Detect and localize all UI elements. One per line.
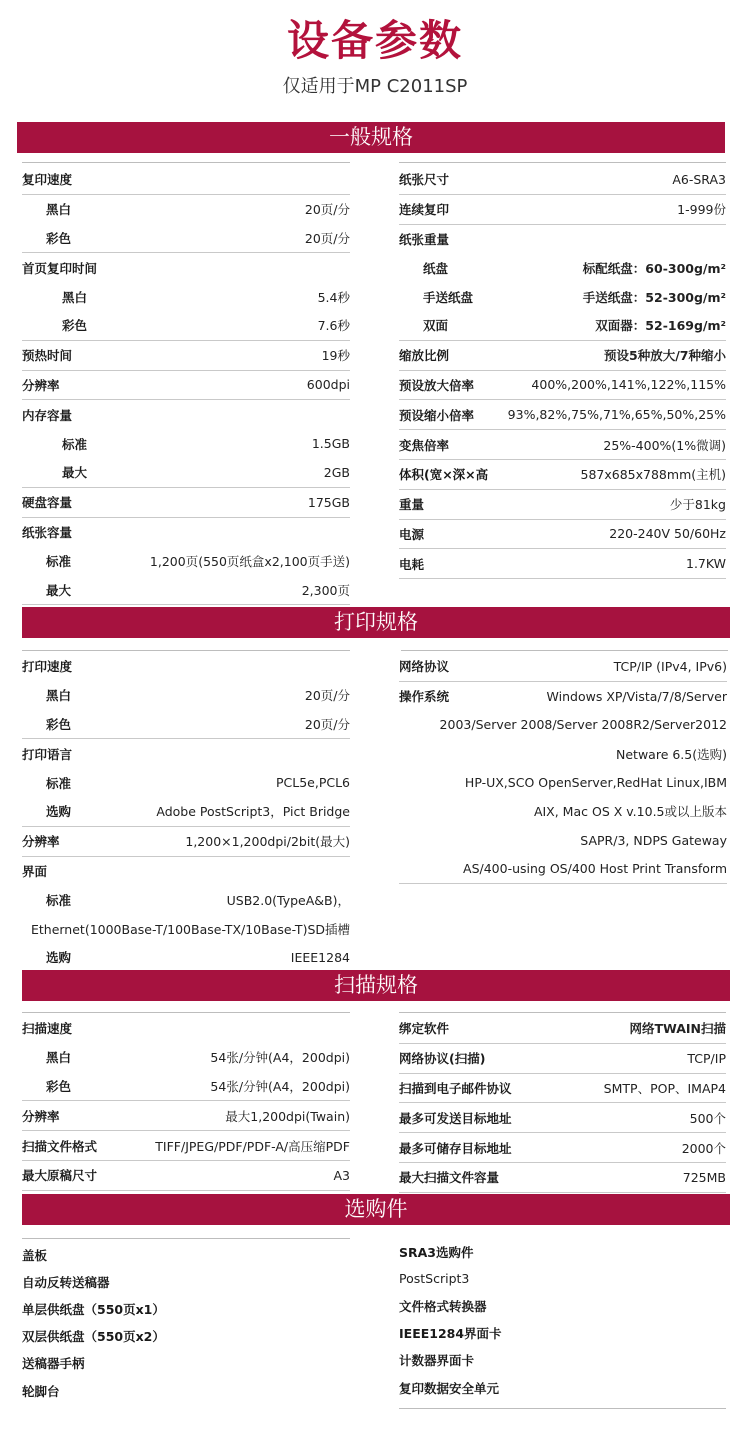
spec-row: [399, 195, 726, 225]
spec-row: [22, 857, 350, 886]
spec-value: 2,300页: [301, 582, 350, 598]
spec-value: 500个: [689, 1110, 726, 1126]
spec-value: TCP/IP: [687, 1050, 726, 1066]
spec-value: TCP/IP (IPv4, IPv6): [613, 658, 727, 674]
spec-row: [22, 282, 350, 311]
spec-row: [399, 341, 726, 371]
spec-label: 标准: [46, 775, 72, 791]
spec-value: 预设5种放大/7种缩小: [604, 348, 726, 364]
spec-value: 手送纸盘：52-300g/m²: [582, 289, 726, 305]
option-item: 双层供纸盘（550页x2）: [22, 1329, 165, 1345]
spec-row: [22, 371, 350, 401]
spec-row: [22, 575, 350, 605]
spec-value: 587x685x788mm(主机): [580, 467, 726, 483]
spec-row: [399, 490, 726, 520]
spec-value: 2000个: [681, 1140, 726, 1156]
spec-row: [22, 885, 350, 914]
spec-value: 725MB: [682, 1169, 726, 1185]
spec-row: [399, 1074, 726, 1104]
spec-label: 界面: [22, 863, 48, 879]
spec-value: 1.7KW: [686, 556, 726, 572]
spec-label: 黑白: [46, 688, 72, 704]
spec-value: 20页/分: [304, 716, 350, 732]
spec-value: IEEE1284: [290, 949, 350, 965]
spec-label: 黑白: [46, 1050, 72, 1066]
spec-label: 选购: [46, 950, 72, 966]
spec-row: [22, 546, 350, 575]
spec-label: 彩色: [46, 1078, 72, 1094]
spec-row: [22, 488, 350, 518]
spec-label: 最大: [62, 465, 88, 481]
option-item: PostScript3: [399, 1271, 470, 1287]
spec-label: 彩色: [62, 318, 88, 334]
spec-value: 19秒: [321, 348, 350, 364]
option-item: 文件格式转换器: [399, 1298, 487, 1314]
spec-row: [399, 253, 726, 282]
spec-value: 20页/分: [304, 202, 350, 218]
option-item: 轮脚台: [22, 1383, 60, 1399]
spec-row: [399, 797, 727, 826]
section-banner-general: 一般规格: [17, 122, 725, 153]
spec-label: 最大: [46, 582, 72, 598]
spec-value: AIX, Mac OS X v.10.5或以上版本: [533, 804, 727, 820]
spec-row: [399, 549, 726, 579]
divider: [22, 162, 350, 163]
spec-row: [22, 429, 350, 458]
spec-label: 绑定软件: [399, 1021, 450, 1037]
spec-value: 最大1,200dpi(Twain): [225, 1108, 350, 1124]
section-banner-options: 选购件: [22, 1194, 730, 1225]
page-title: 设备参数: [286, 16, 463, 65]
spec-value: 25%-400%(1%微调): [603, 437, 726, 453]
spec-value: 1,200×1,200dpi/2bit(最大): [185, 834, 350, 850]
option-item: 计数器界面卡: [399, 1353, 475, 1369]
spec-value: PCL5e,PCL6: [275, 775, 350, 791]
option-item: 自动反转送稿器: [22, 1274, 110, 1290]
spec-row: [22, 827, 350, 857]
spec-label: 扫描文件格式: [22, 1138, 98, 1154]
spec-label: 电耗: [399, 556, 425, 572]
spec-row: [399, 682, 727, 711]
print-left-list: [22, 652, 350, 973]
scan-right-list: [399, 1014, 726, 1193]
spec-row: [22, 341, 350, 371]
spec-row: [22, 943, 350, 973]
spec-row: [399, 652, 727, 682]
spec-row: [399, 311, 726, 341]
spec-label: 纸张容量: [22, 524, 73, 540]
spec-value: Netware 6.5(选购): [616, 746, 727, 762]
spec-row: [22, 458, 350, 488]
spec-value: Ethernet(1000Base-T/100Base-TX/10Base-T)SD插槽: [30, 921, 350, 937]
spec-row: [22, 1131, 350, 1161]
spec-label: 重量: [399, 497, 425, 513]
divider: [399, 162, 726, 163]
page-subtitle: 仅适用于MP C2011SP: [282, 76, 468, 97]
spec-label: 预设缩小倍率: [399, 407, 475, 423]
section-banner-print: 打印规格: [22, 607, 730, 638]
spec-value: 5.4秒: [317, 289, 350, 305]
spec-label: 标准: [46, 892, 72, 908]
spec-row: [399, 520, 726, 550]
spec-label: 双面: [423, 318, 449, 334]
spec-label: 连续复印: [399, 202, 450, 218]
spec-row: [399, 1163, 726, 1193]
spec-label: 体积(宽×深×高: [399, 467, 489, 483]
spec-label: 复印速度: [22, 172, 73, 188]
option-item: 盖板: [22, 1247, 48, 1263]
spec-label: 最大扫描文件容量: [399, 1170, 500, 1186]
spec-row: [399, 855, 727, 885]
spec-row: [399, 1014, 726, 1044]
spec-row: [22, 739, 350, 768]
spec-value: A6-SRA3: [672, 171, 726, 187]
spec-value: 175GB: [307, 494, 350, 510]
spec-row: [399, 768, 727, 797]
spec-label: 网络协议(扫描): [399, 1051, 486, 1067]
section-banner-scan: 扫描规格: [22, 970, 730, 1001]
spec-value: AS/400-using OS/400 Host Print Transform: [463, 861, 727, 877]
general-right-list: [399, 165, 726, 579]
spec-value: 20页/分: [304, 230, 350, 246]
spec-label: 打印语言: [22, 746, 73, 762]
spec-value: Adobe PostScript3，Pict Bridge: [156, 804, 350, 820]
options-left-list: [22, 1241, 350, 1404]
spec-value: 1,200页(550页纸盒x2,100页手送): [149, 553, 350, 569]
spec-label: 最多可储存目标地址: [399, 1140, 512, 1156]
spec-label: 标准: [46, 553, 72, 569]
spec-row: [22, 768, 350, 797]
option-item: 复印数据安全单元: [399, 1380, 500, 1396]
spec-label: 变焦倍率: [399, 437, 450, 453]
spec-value: 标配纸盘：60-300g/m²: [582, 260, 726, 276]
spec-row: [22, 224, 350, 254]
spec-row: [399, 430, 726, 460]
spec-row: [399, 1103, 726, 1133]
spec-row: [22, 253, 350, 282]
print-right-list: [399, 652, 727, 884]
spec-row: [22, 1101, 350, 1131]
spec-row: [399, 282, 726, 311]
spec-value: 20页/分: [304, 688, 350, 704]
spec-row: [399, 165, 726, 195]
spec-label: 扫描速度: [22, 1021, 73, 1037]
spec-label: 彩色: [46, 716, 72, 732]
spec-label: 纸张重量: [399, 231, 450, 247]
spec-value: A3: [333, 1167, 350, 1183]
spec-row: [399, 371, 726, 401]
spec-value: 7.6秒: [317, 318, 350, 334]
spec-value: Windows XP/Vista/7/8/Server: [546, 688, 727, 704]
spec-label: 缩放比例: [399, 348, 450, 364]
spec-value: 600dpi: [306, 377, 350, 393]
spec-label: 分辨率: [22, 834, 60, 850]
spec-value: 2GB: [323, 464, 350, 480]
spec-label: 最大原稿尺寸: [22, 1168, 98, 1184]
spec-label: 最多可发送目标地址: [399, 1110, 512, 1126]
option-item: 单层供纸盘（550页x1）: [22, 1301, 165, 1317]
spec-label: 分辨率: [22, 377, 60, 393]
divider: [22, 1238, 350, 1239]
option-item: 送稿器手柄: [22, 1356, 85, 1372]
spec-value: 少于81kg: [669, 497, 726, 513]
spec-row: [22, 1161, 350, 1191]
spec-label: 首页复印时间: [22, 260, 98, 276]
spec-row: [22, 1014, 350, 1043]
scan-left-list: [22, 1014, 350, 1191]
spec-value: 1.5GB: [311, 436, 350, 452]
spec-row: [22, 165, 350, 195]
spec-value: TIFF/JPEG/PDF/PDF-A/高压缩PDF: [155, 1138, 350, 1154]
spec-label: 硬盘容量: [22, 495, 73, 511]
spec-row: [399, 460, 726, 490]
spec-value: SAPR/3, NDPS Gateway: [580, 832, 727, 848]
divider: [22, 1012, 350, 1013]
spec-label: 扫描到电子邮件协议: [399, 1080, 512, 1096]
spec-label: 内存容量: [22, 407, 73, 423]
spec-row: [399, 711, 727, 740]
spec-row: [399, 225, 726, 254]
spec-value: HP-UX,SCO OpenServer,RedHat Linux,IBM: [464, 775, 727, 791]
spec-row: [22, 400, 350, 429]
spec-value: 双面器：52-169g/m²: [595, 318, 726, 334]
spec-row: [22, 710, 350, 740]
spec-row: [22, 797, 350, 827]
spec-label: 网络协议: [399, 659, 450, 675]
spec-row: [22, 1072, 350, 1102]
spec-label: 彩色: [46, 230, 72, 246]
spec-value: 54张/分钟(A4，200dpi): [210, 1050, 350, 1066]
spec-value: 93%,82%,75%,71%,65%,50%,25%: [507, 407, 726, 423]
divider: [399, 1012, 726, 1013]
general-left-list: [22, 165, 350, 605]
spec-label: 标准: [62, 436, 88, 452]
option-item: IEEE1284界面卡: [399, 1326, 502, 1342]
spec-row: [22, 518, 350, 547]
spec-label: 分辨率: [22, 1108, 60, 1124]
spec-value: 2003/Server 2008/Server 2008R2/Server2012: [439, 717, 727, 733]
spec-row: [399, 400, 726, 430]
spec-row: [22, 195, 350, 224]
spec-row: [399, 826, 727, 855]
spec-row: [22, 652, 350, 681]
spec-value: 1-999份: [677, 202, 726, 218]
spec-label: 预设放大倍率: [399, 377, 475, 393]
spec-row: [399, 1133, 726, 1163]
options-right-list: [399, 1238, 726, 1401]
spec-row: [399, 739, 727, 768]
spec-label: 预热时间: [22, 348, 73, 364]
divider: [401, 650, 728, 651]
spec-row: [22, 311, 350, 341]
spec-label: 黑白: [46, 202, 72, 218]
spec-value: 400%,200%,141%,122%,115%: [531, 377, 726, 393]
spec-row: [22, 1043, 350, 1072]
spec-label: 黑白: [62, 289, 88, 305]
option-item: SRA3选购件: [399, 1244, 474, 1260]
spec-label: 纸盘: [423, 260, 449, 276]
spec-row: [399, 1044, 726, 1074]
spec-row: [22, 914, 350, 943]
spec-value: 54张/分钟(A4，200dpi): [210, 1078, 350, 1094]
spec-value: USB2.0(TypeA&B)，: [226, 892, 350, 908]
divider: [22, 650, 350, 651]
spec-value: 220-240V 50/60Hz: [609, 526, 726, 542]
spec-label: 打印速度: [22, 659, 73, 675]
spec-label: 纸张尺寸: [399, 172, 450, 188]
spec-row: [22, 681, 350, 710]
spec-label: 选购: [46, 804, 72, 820]
divider: [399, 1408, 726, 1409]
spec-label: 手送纸盘: [423, 289, 474, 305]
spec-label: 电源: [399, 526, 425, 542]
spec-value: SMTP、POP、IMAP4: [603, 1080, 726, 1096]
spec-value: 网络TWAIN扫描: [629, 1021, 726, 1037]
spec-label: 操作系统: [399, 689, 450, 705]
